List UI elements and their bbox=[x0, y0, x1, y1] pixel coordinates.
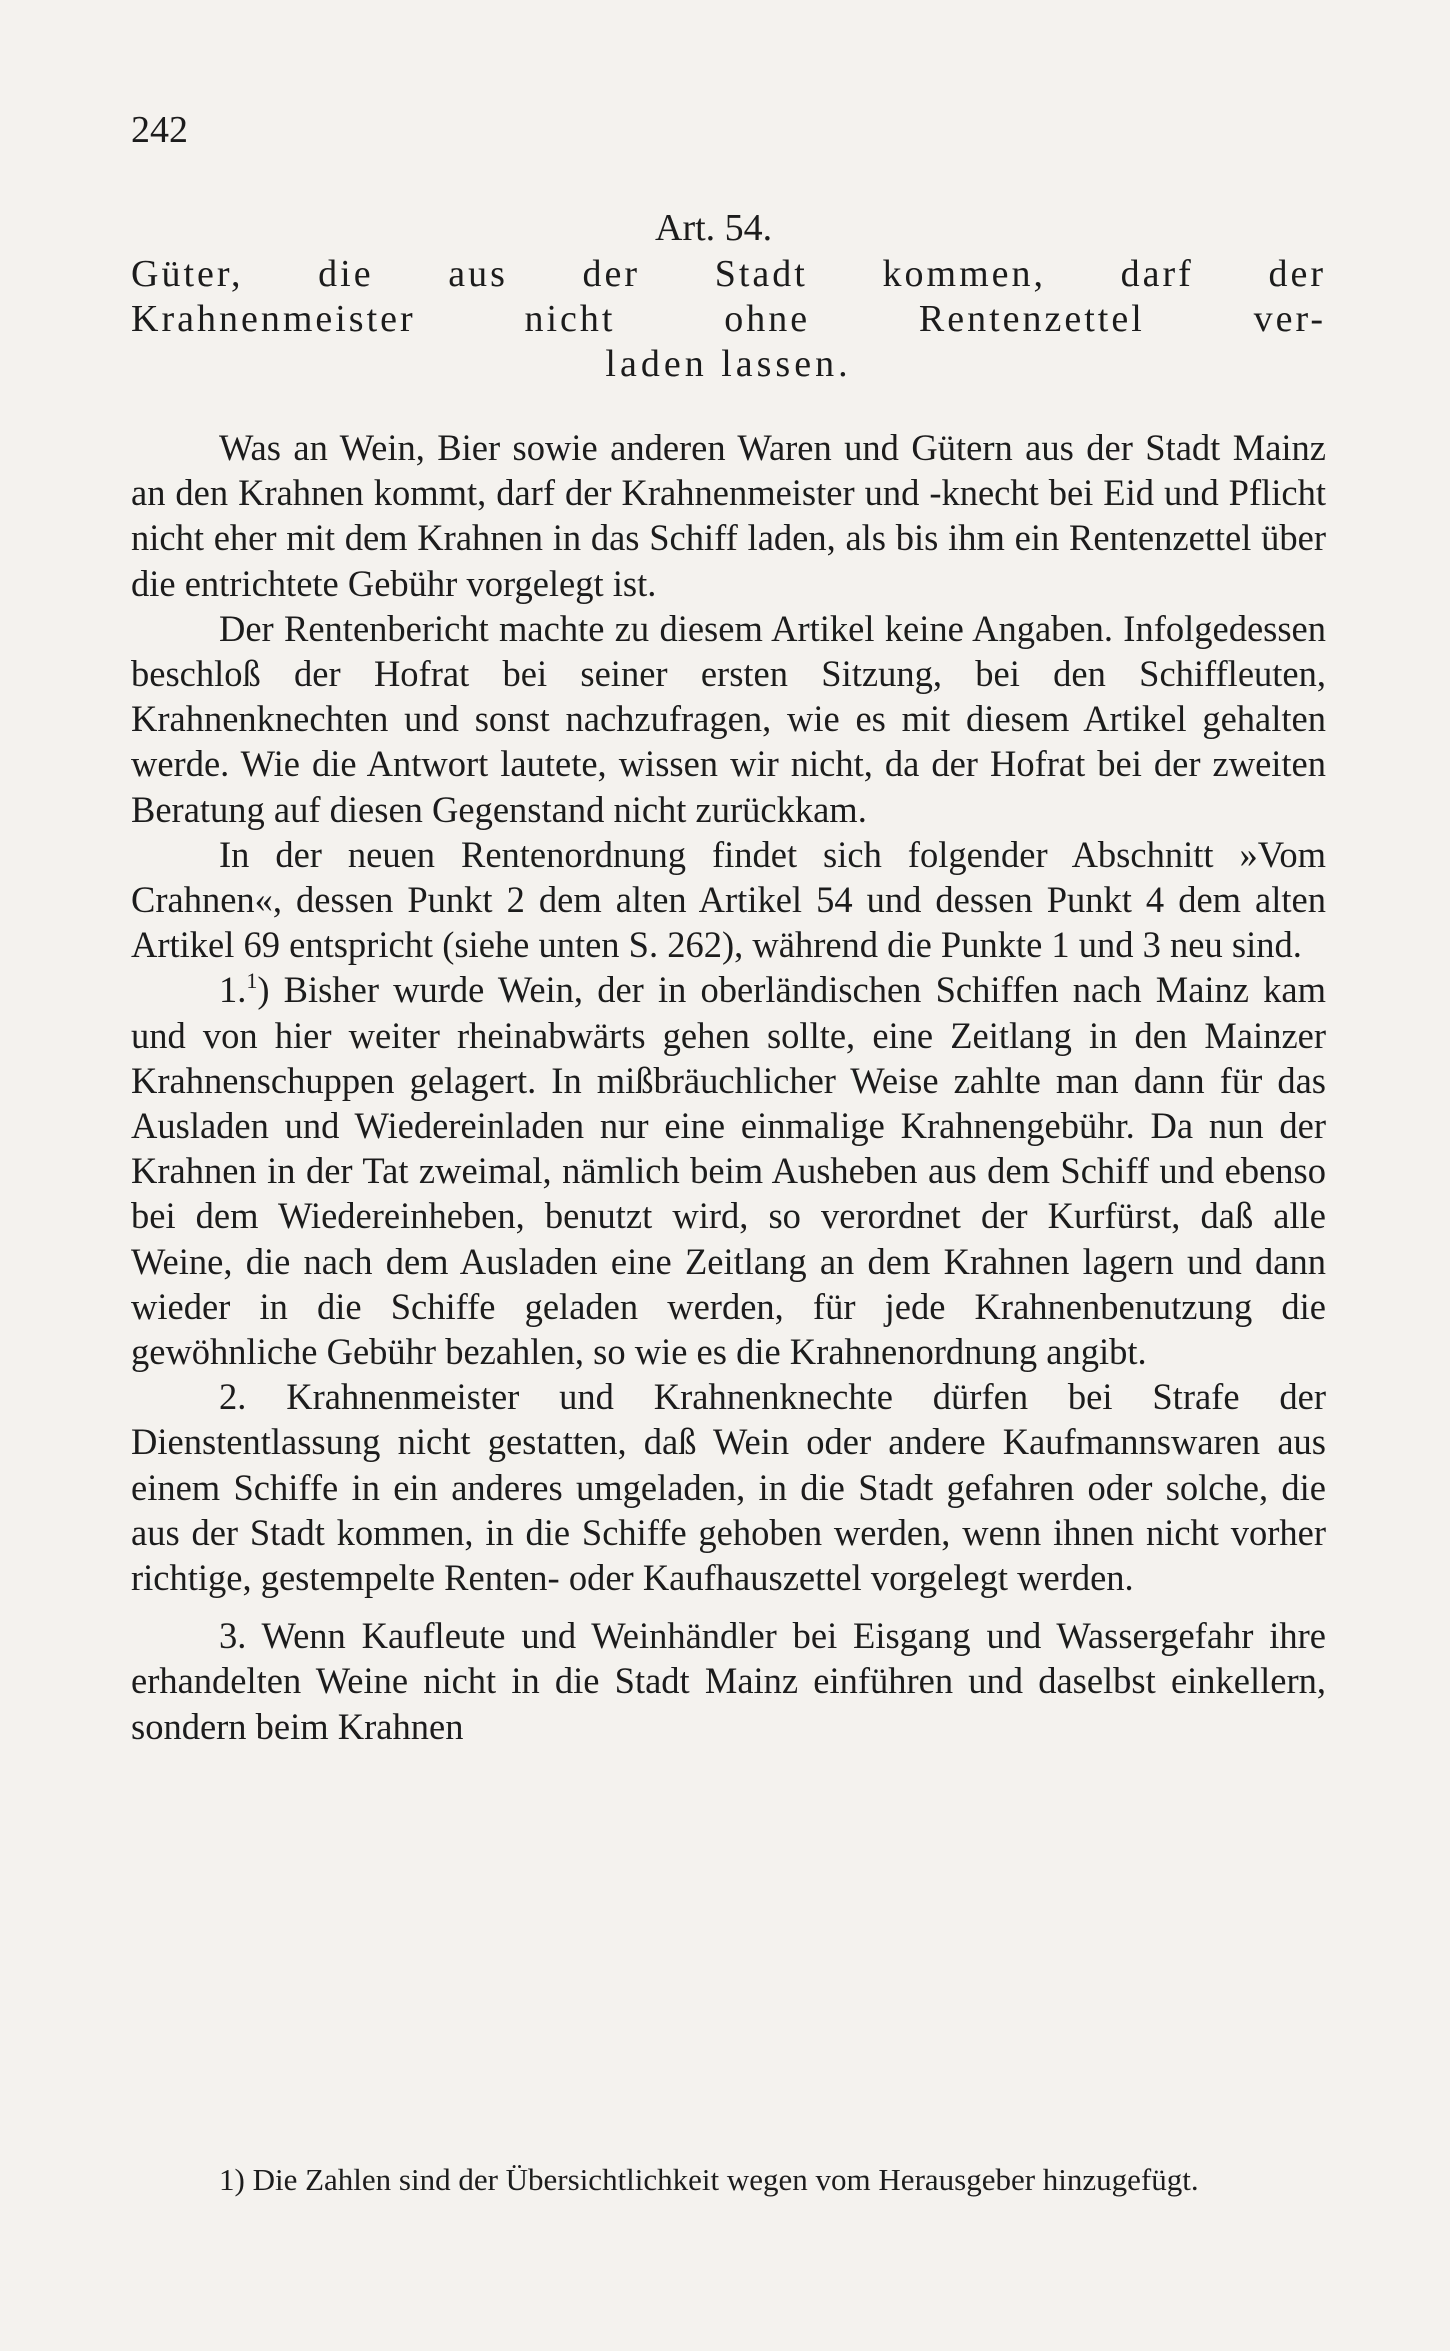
article-title-line: laden lassen. bbox=[605, 343, 852, 385]
article-heading: Art. 54. bbox=[655, 207, 773, 249]
paragraph: Was an Wein, Bier sowie anderen Waren und Gütern aus der Stadt Mainz an den Krahnen kommt, darf der Krahnenmeister und -knecht bei Eid und Pflicht nicht eher mit dem Krahnen in das Schiff laden, als bis ihm ein Rentenzettel über die entrichtete Gebühr vorgelegt ist. bbox=[131, 427, 1326, 604]
footnote-reference: 1 bbox=[246, 968, 258, 994]
body-text bbox=[131, 425, 1326, 1749]
item-3-paragraph: 3. Wenn Kaufleute und Weinhändler bei Eisgang und Wassergefahr ihre erhandelten Weine nicht in die Stadt Mainz einführen und daselbst einkellern, sondern beim Krahnen bbox=[131, 1615, 1326, 1747]
paragraph: In der neuen Rentenordnung findet sich folgender Abschnitt »Vom Crahnen«, dessen Punkt 2 dem alten Artikel 54 und dessen Punkt 4 dem alten Artikel 69 entspricht (siehe unten S. 262), während die Punkte 1 und 3 neu sind. bbox=[131, 833, 1326, 966]
article-title-line: Güter, die aus der Stadt kommen, darf der bbox=[131, 253, 1326, 295]
item-2-paragraph: 2. Krahnenmeister und Krahnenknechte dürfen bei Strafe der Dienstentlassung nicht gestatten, daß Wein oder andere Kaufmannswaren aus einem Schiffe in ein anderes umgeladen, in die Stadt gefahren oder solche, die aus der Stadt kommen, in die Schiffe gehoben werden, wenn ihnen nicht vorher richtige, gestempelte Renten- oder Kaufhauszettel vorgelegt werden. bbox=[131, 1376, 1326, 1599]
article-title-line: Krahnenmeister nicht ohne Rentenzettel ver- bbox=[131, 298, 1326, 340]
item-1-number: 1. bbox=[219, 969, 247, 1011]
item-1-text: ) Bisher wurde Wein, der in oberländischen Schiffen nach Mainz kam und von hier weiter rheinabwärts gehen sollte, eine Zeitlang in den Mainzer Krahnenschuppen gelagert. In mißbräuchlicher Weise zahlte man dann für das Ausladen und Wiedereinladen nur eine einmalige Krahnengebühr. Da nun der Krahnen in der Tat zweimal, nämlich beim Ausheben aus dem Schiff und ebenso bei dem Wiedereinheben, benutzt wird, so verordnet der Kurfürst, daß alle Weine, die nach dem Ausladen eine Zeitlang an dem Krahnen lagern und dann wieder in die Schiffe geladen werden, für jede Krahnenbenutzung die gewöhnliche Gebühr bezahlen, so wie es die Krahnenordnung angibt. bbox=[131, 969, 1326, 1373]
paragraph: Der Rentenbericht machte zu diesem Artikel keine Angaben. Infolgedessen beschloß der Hofrat bei seiner ersten Sitzung, bei den Schiffleuten, Krahnenknechten und sonst nachzufragen, wie es mit diesem Artikel gehalten werde. Wie die Antwort lautete, wissen wir nicht, da der Hofrat bei der zweiten Beratung auf diesen Gegenstand nicht zurückkam. bbox=[131, 607, 1326, 830]
item-1-paragraph bbox=[131, 967, 1326, 1374]
page-number: 242 bbox=[131, 109, 188, 151]
article-title bbox=[131, 252, 1326, 387]
footnote: 1) Die Zahlen sind der Übersichtlichkeit wegen vom Herausgeber hinzugefügt. bbox=[219, 2162, 1199, 2197]
